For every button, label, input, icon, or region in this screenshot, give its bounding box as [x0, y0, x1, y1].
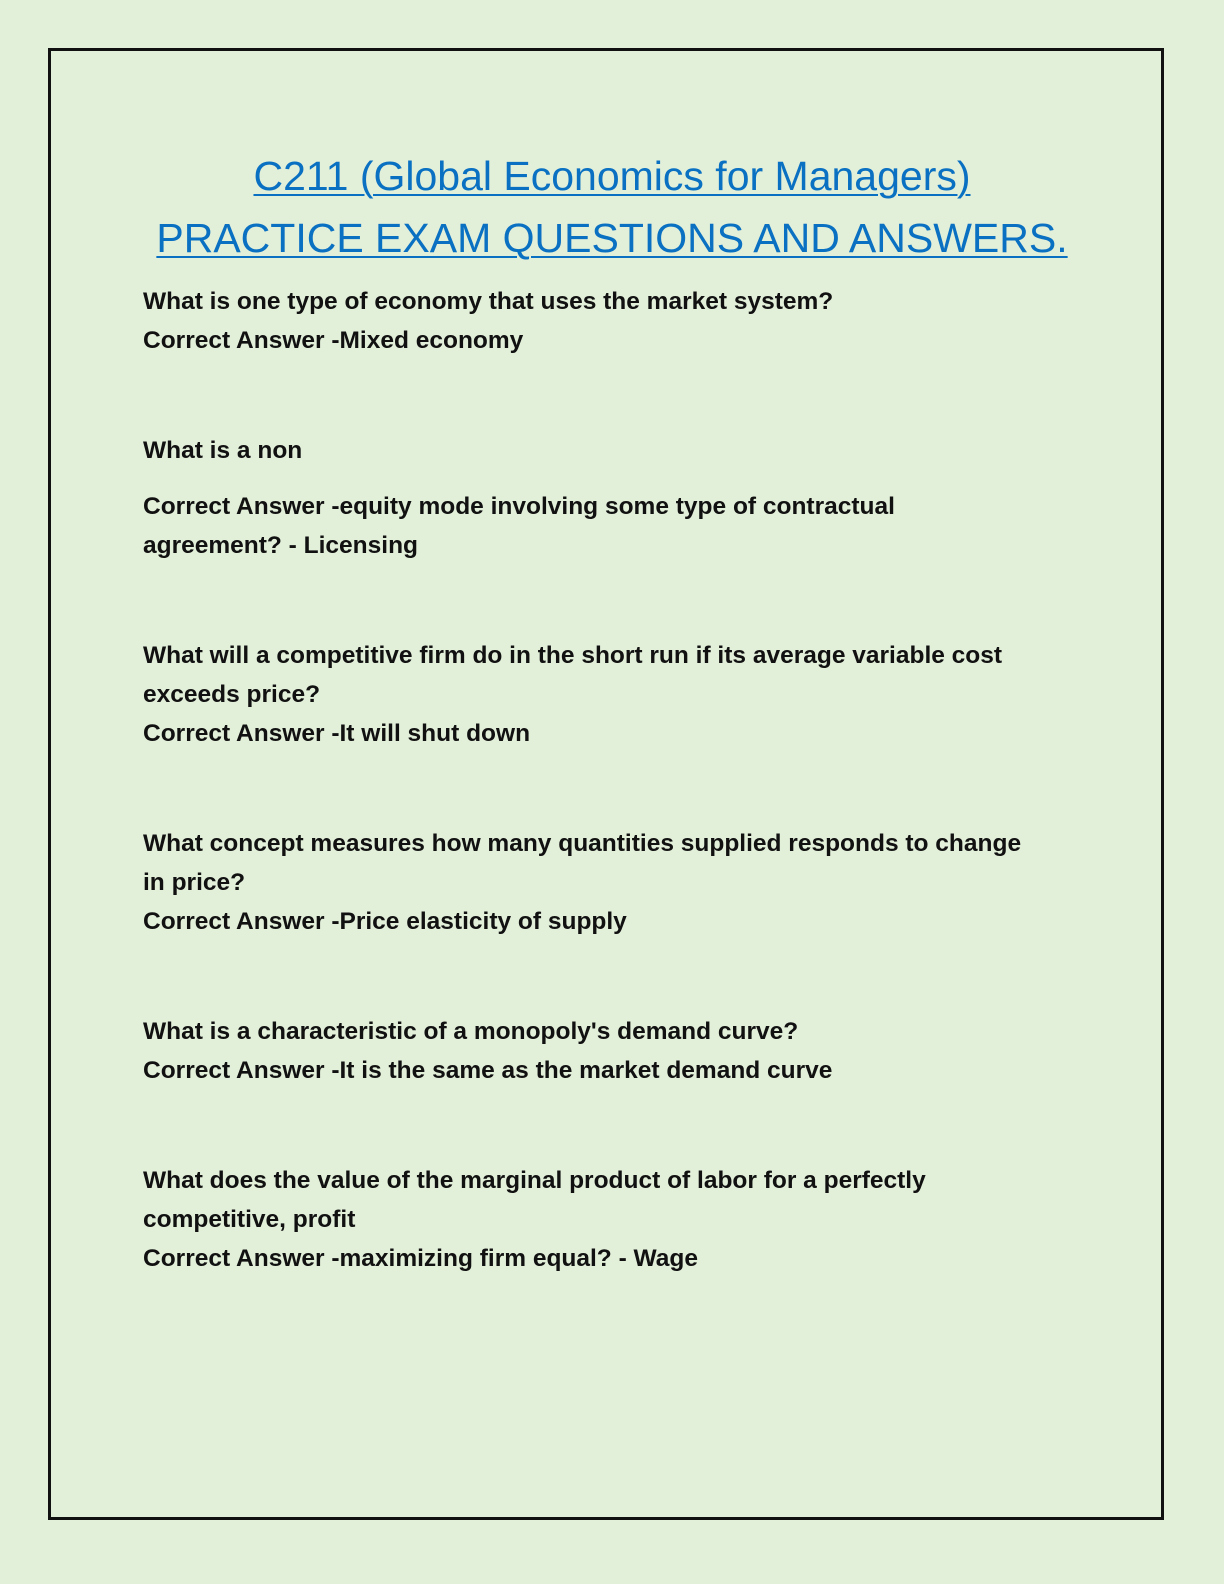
question-3-line-2: exceeds price?: [143, 681, 321, 708]
title-line-2: PRACTICE EXAM QUESTIONS AND ANSWERS.: [156, 215, 1068, 261]
question-4-line-2: in price?: [143, 869, 246, 896]
qa-item-4: [143, 824, 1103, 941]
answer-5: Correct Answer -It is the same as the market demand curve: [143, 1057, 833, 1084]
qa-item-5: [143, 1012, 1103, 1090]
answer-2-line-2: agreement? - Licensing: [143, 532, 419, 559]
qa-item-2-answer: [143, 487, 1103, 565]
question-4-line-1: What concept measures how many quantities supplied responds to change: [143, 830, 1022, 857]
answer-4: Correct Answer -Price elasticity of supply: [143, 908, 627, 935]
question-1: What is one type of economy that uses the market system?: [143, 288, 834, 315]
answer-3: Correct Answer -It will shut down: [143, 720, 531, 747]
qa-item-1: [143, 282, 1103, 360]
qa-item-6: [143, 1161, 1103, 1278]
answer-1: Correct Answer -Mixed economy: [143, 327, 524, 354]
qa-item-2: [143, 431, 1103, 470]
question-6-line-1: What does the value of the marginal product of labor for a perfectly: [143, 1167, 926, 1194]
answer-6: Correct Answer -maximizing firm equal? - Wage: [143, 1245, 698, 1272]
question-3-line-1: What will a competitive firm do in the short run if its average variable cost: [143, 642, 1003, 669]
question-5: What is a characteristic of a monopoly's demand curve?: [143, 1018, 799, 1045]
question-2: What is a non: [143, 437, 303, 464]
document-title: [48, 145, 1176, 269]
question-6-line-2: competitive, profit: [143, 1206, 356, 1233]
title-line-1: C211 (Global Economics for Managers): [253, 153, 971, 199]
qa-item-3: [143, 636, 1103, 753]
answer-2-line-1: Correct Answer -equity mode involving some type of contractual: [143, 493, 895, 520]
